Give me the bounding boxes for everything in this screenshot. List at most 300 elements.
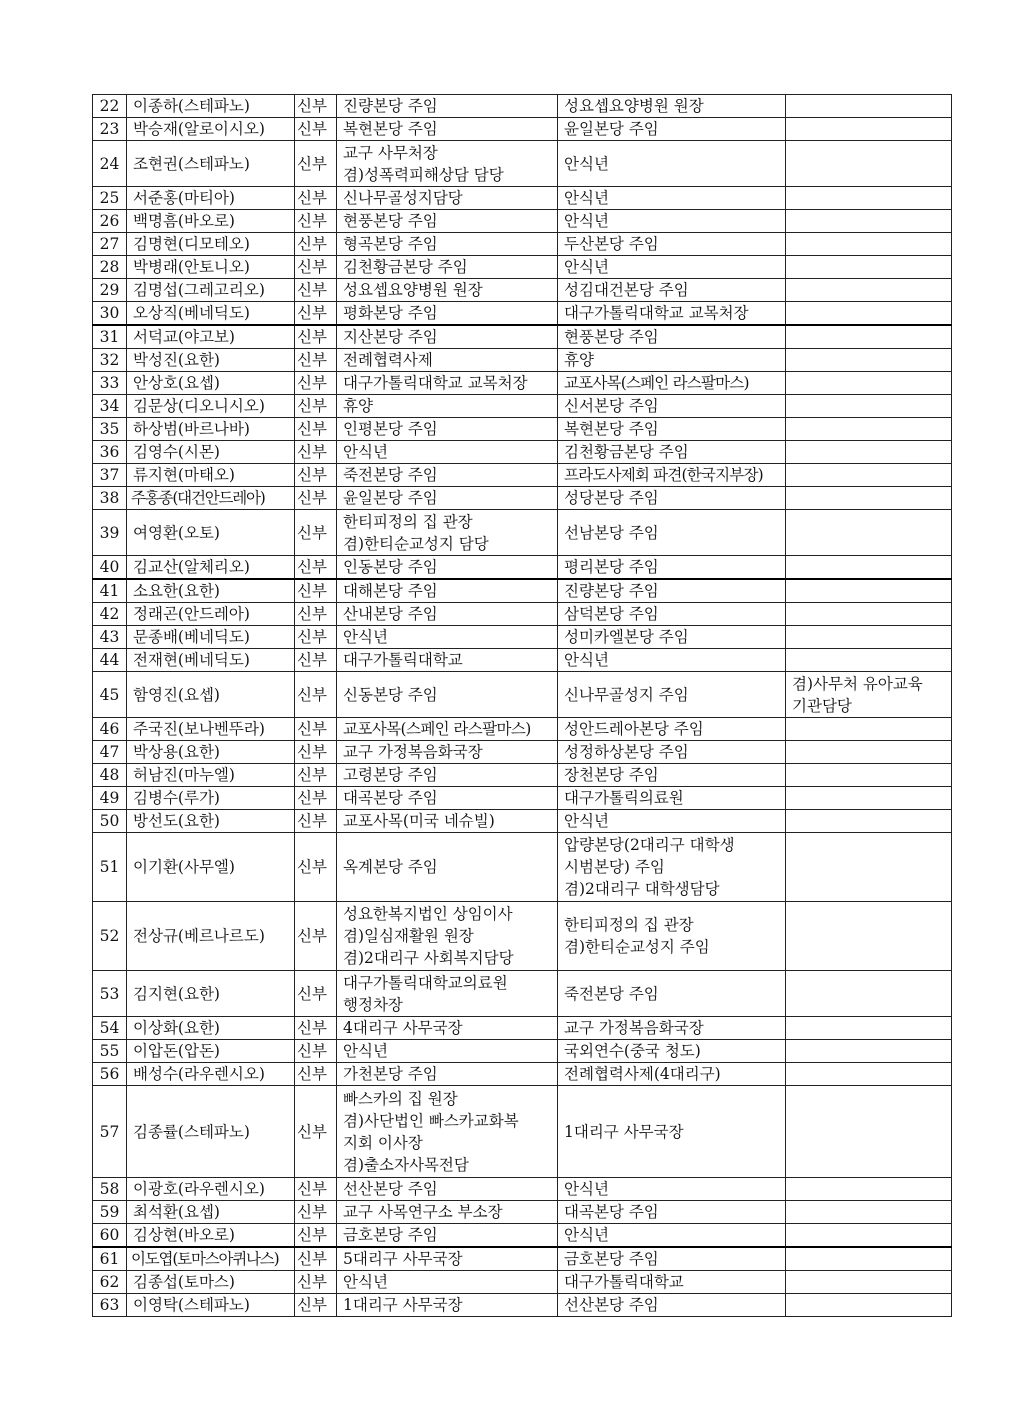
previous-post: [337, 764, 558, 787]
clergy-title: 신부: [295, 464, 337, 487]
new-post-line: 복현본당 주임: [564, 420, 659, 438]
remarks: [786, 556, 952, 580]
previous-post: [337, 718, 558, 741]
table-row: [93, 187, 952, 210]
new-post: [558, 441, 786, 464]
remarks: [786, 764, 952, 787]
previous-post: [337, 510, 558, 556]
new-post-line: 성정하상본당 주임: [564, 743, 689, 761]
previous-post: [337, 741, 558, 764]
previous-post-line: 겸)2대리구 사회복지담당: [343, 949, 514, 967]
new-post-line: 김천황금본당 주임: [564, 443, 689, 461]
row-number: 30: [93, 302, 127, 326]
previous-post: [337, 118, 558, 141]
new-post: [558, 187, 786, 210]
previous-post-line: 대해본당 주임: [343, 582, 438, 600]
new-post-line: 1대리구 사무국장: [564, 1122, 684, 1141]
row-number: 48: [93, 764, 127, 787]
clergy-title: 신부: [295, 1224, 337, 1248]
previous-post-line: 안식년: [343, 443, 388, 461]
new-post-line: 윤일본당 주임: [564, 120, 659, 138]
row-number: 52: [93, 902, 127, 971]
priest-name: 소요한(요한): [127, 579, 295, 603]
new-post: [558, 395, 786, 418]
priest-name: 이광호(라우렌시오): [127, 1178, 295, 1201]
clergy-title: 신부: [295, 141, 337, 187]
new-post: [558, 118, 786, 141]
priest-name: 이기환(사무엘): [127, 833, 295, 902]
priest-name: 이도엽(토마스아퀴나스): [127, 1247, 295, 1271]
new-post-line: 대구가톨릭대학교 교목처장: [564, 304, 749, 322]
table-row: [93, 1086, 952, 1178]
remarks: [786, 95, 952, 118]
table-row: [93, 1017, 952, 1040]
previous-post: [337, 349, 558, 372]
previous-post-line: 복현본당 주임: [343, 120, 438, 138]
previous-post: [337, 1040, 558, 1063]
clergy-title: 신부: [295, 1017, 337, 1040]
clergy-title: 신부: [295, 556, 337, 580]
remarks-line: 기관담당: [792, 696, 852, 715]
priest-name: 김병수(루가): [127, 787, 295, 810]
priest-name: 이상화(요한): [127, 1017, 295, 1040]
priest-name: 안상호(요셉): [127, 372, 295, 395]
new-post: [558, 672, 786, 718]
new-post: [558, 1201, 786, 1224]
row-number: 62: [93, 1271, 127, 1294]
new-post-line: 한티피정의 집 관장: [564, 916, 694, 934]
previous-post: [337, 141, 558, 187]
priest-name: 김명현(디모테오): [127, 233, 295, 256]
new-post: [558, 579, 786, 603]
previous-post: [337, 1247, 558, 1271]
new-post: [558, 1247, 786, 1271]
new-post: [558, 1271, 786, 1294]
remarks: [786, 487, 952, 510]
previous-post-line: 인평본당 주임: [343, 420, 438, 438]
new-post: [558, 349, 786, 372]
row-number: 56: [93, 1063, 127, 1086]
previous-post-line: 대구가톨릭대학교 교목처장: [343, 374, 528, 392]
table-row: [93, 626, 952, 649]
table-row: [93, 579, 952, 603]
new-post: [558, 810, 786, 833]
row-number: 28: [93, 256, 127, 279]
row-number: 23: [93, 118, 127, 141]
new-post: [558, 302, 786, 326]
previous-post: [337, 1224, 558, 1248]
previous-post-line: 진량본당 주임: [343, 97, 438, 115]
previous-post-line: 전례협력사제: [343, 351, 433, 369]
new-post-line: 휴양: [564, 351, 594, 369]
clergy-title: 신부: [295, 418, 337, 441]
priest-name: 전상규(베르나르도): [127, 902, 295, 971]
new-post: [558, 1017, 786, 1040]
table-row: [93, 741, 952, 764]
previous-post: [337, 256, 558, 279]
row-number: 43: [93, 626, 127, 649]
new-post: [558, 487, 786, 510]
remarks: [786, 1271, 952, 1294]
row-number: 49: [93, 787, 127, 810]
new-post: [558, 210, 786, 233]
new-post: [558, 902, 786, 971]
new-post-line: 신서본당 주임: [564, 397, 659, 415]
row-number: 29: [93, 279, 127, 302]
table-row: [93, 1224, 952, 1248]
row-number: 61: [93, 1247, 127, 1271]
previous-post: [337, 395, 558, 418]
new-post: [558, 764, 786, 787]
table-row: [93, 233, 952, 256]
clergy-title: 신부: [295, 672, 337, 718]
priest-name: 함영진(요셉): [127, 672, 295, 718]
clergy-title: 신부: [295, 1271, 337, 1294]
remarks: [786, 579, 952, 603]
table-row: [93, 464, 952, 487]
row-number: 57: [93, 1086, 127, 1178]
remarks: [786, 141, 952, 187]
table-row: [93, 372, 952, 395]
new-post-line: 시범본당) 주임: [564, 858, 665, 876]
new-post-line: 성당본당 주임: [564, 489, 659, 507]
remarks: [786, 1294, 952, 1317]
row-number: 44: [93, 649, 127, 672]
previous-post-line: 안식년: [343, 628, 388, 646]
table-row: [93, 210, 952, 233]
remarks: [786, 1063, 952, 1086]
clergy-title: 신부: [295, 487, 337, 510]
previous-post: [337, 787, 558, 810]
previous-post: [337, 233, 558, 256]
clergy-title: 신부: [295, 626, 337, 649]
remarks: [786, 672, 952, 718]
previous-post-line: 안식년: [343, 1042, 388, 1060]
table-row: [93, 718, 952, 741]
new-post: [558, 971, 786, 1017]
clergy-title: 신부: [295, 1294, 337, 1317]
previous-post-line: 옥계본당 주임: [343, 858, 438, 876]
previous-post-line: 성요한복지법인 상임이사: [343, 905, 513, 923]
new-post-line: 교포사목(스페인 라스팔마스): [564, 374, 749, 392]
priest-name: 박승재(알로이시오): [127, 118, 295, 141]
remarks: [786, 395, 952, 418]
new-post-line: 성김대건본당 주임: [564, 281, 689, 299]
remarks: [786, 510, 952, 556]
previous-post-line: 죽전본당 주임: [343, 466, 438, 484]
row-number: 40: [93, 556, 127, 580]
clergy-title: 신부: [295, 256, 337, 279]
previous-post: [337, 556, 558, 580]
previous-post: [337, 187, 558, 210]
new-post: [558, 95, 786, 118]
new-post-line: 안식년: [564, 212, 609, 230]
new-post: [558, 741, 786, 764]
new-post-line: 안식년: [564, 651, 609, 669]
row-number: 24: [93, 141, 127, 187]
previous-post: [337, 1178, 558, 1201]
previous-post-line: 교구 사목연구소 부소장: [343, 1203, 503, 1221]
clergy-title: 신부: [295, 372, 337, 395]
row-number: 53: [93, 971, 127, 1017]
previous-post-line: 현풍본당 주임: [343, 212, 438, 230]
previous-post: [337, 279, 558, 302]
priest-name: 이영탁(스테파노): [127, 1294, 295, 1317]
table-row: [93, 95, 952, 118]
remarks: [786, 971, 952, 1017]
remarks: [786, 187, 952, 210]
new-post-line: 안식년: [564, 258, 609, 276]
new-post-line: 성안드레아본당 주임: [564, 720, 704, 738]
new-post: [558, 325, 786, 349]
priest-name: 김문상(디오니시오): [127, 395, 295, 418]
clergy-title: 신부: [295, 787, 337, 810]
new-post-line: 선산본당 주임: [564, 1296, 659, 1314]
previous-post: [337, 441, 558, 464]
table-row: [93, 256, 952, 279]
previous-post: [337, 971, 558, 1017]
new-post: [558, 464, 786, 487]
table-row: [93, 118, 952, 141]
remarks: [786, 256, 952, 279]
priest-name: 서준홍(마티아): [127, 187, 295, 210]
priest-name: 문종배(베네딕도): [127, 626, 295, 649]
new-post-line: 신나무골성지 주임: [564, 685, 689, 704]
new-post-line: 국외연수(중국 청도): [564, 1042, 701, 1060]
clergy-title: 신부: [295, 833, 337, 902]
priest-name: 이압돈(압돈): [127, 1040, 295, 1063]
new-post: [558, 1294, 786, 1317]
new-post-line: 안식년: [564, 1180, 609, 1198]
previous-post-line: 성요셉요양병원 원장: [343, 281, 483, 299]
clergy-title: 신부: [295, 302, 337, 326]
previous-post-line: 빠스카의 집 원장: [343, 1089, 458, 1108]
table-row: [93, 279, 952, 302]
previous-post-line: 한티피정의 집 관장: [343, 512, 473, 531]
table-row: [93, 1040, 952, 1063]
remarks: [786, 1040, 952, 1063]
remarks: [786, 787, 952, 810]
remarks: [786, 833, 952, 902]
remarks: [786, 441, 952, 464]
previous-post: [337, 418, 558, 441]
clergy-title: 신부: [295, 279, 337, 302]
new-post-line: 겸)2대리구 대학생담당: [564, 880, 720, 898]
clergy-title: 신부: [295, 579, 337, 603]
previous-post: [337, 649, 558, 672]
row-number: 27: [93, 233, 127, 256]
new-post: [558, 372, 786, 395]
remarks: [786, 118, 952, 141]
clergy-title: 신부: [295, 1178, 337, 1201]
remarks: [786, 741, 952, 764]
row-number: 60: [93, 1224, 127, 1248]
new-post: [558, 256, 786, 279]
priest-name: 김종섭(토마스): [127, 1271, 295, 1294]
new-post: [558, 1224, 786, 1248]
previous-post-line: 겸)사단법인 빠스카교화복: [343, 1111, 519, 1130]
priest-name: 김종률(스테파노): [127, 1086, 295, 1178]
priest-name: 백명흠(바오로): [127, 210, 295, 233]
previous-post-line: 선산본당 주임: [343, 1180, 438, 1198]
personnel-table-body: [93, 95, 952, 1317]
clergy-title: 신부: [295, 718, 337, 741]
previous-post: [337, 210, 558, 233]
table-row: [93, 1294, 952, 1317]
new-post-line: 대곡본당 주임: [564, 1203, 659, 1221]
previous-post: [337, 372, 558, 395]
clergy-title: 신부: [295, 210, 337, 233]
previous-post: [337, 603, 558, 626]
previous-post: [337, 1086, 558, 1178]
remarks: [786, 302, 952, 326]
table-row: [93, 395, 952, 418]
previous-post: [337, 464, 558, 487]
previous-post-line: 금호본당 주임: [343, 1226, 438, 1244]
table-row: [93, 1178, 952, 1201]
previous-post-line: 교포사목(스페인 라스팔마스): [343, 720, 531, 738]
remarks: [786, 464, 952, 487]
priest-name: 주국진(보나벤뚜라): [127, 718, 295, 741]
clergy-title: 신부: [295, 741, 337, 764]
clergy-title: 신부: [295, 649, 337, 672]
remarks-line: 겸)사무처 유아교육: [792, 674, 923, 693]
table-row: [93, 764, 952, 787]
priest-name: 여영환(오토): [127, 510, 295, 556]
previous-post-line: 교구 가정복음화국장: [343, 743, 483, 761]
row-number: 46: [93, 718, 127, 741]
new-post-line: 금호본당 주임: [564, 1250, 659, 1268]
priest-name: 김지현(요한): [127, 971, 295, 1017]
row-number: 26: [93, 210, 127, 233]
previous-post: [337, 1063, 558, 1086]
new-post: [558, 233, 786, 256]
new-post-line: 평리본당 주임: [564, 558, 659, 576]
new-post-line: 진량본당 주임: [564, 582, 659, 600]
priest-name: 류지현(마태오): [127, 464, 295, 487]
clergy-title: 신부: [295, 95, 337, 118]
previous-post: [337, 1201, 558, 1224]
remarks: [786, 1224, 952, 1248]
previous-post: [337, 1271, 558, 1294]
remarks: [786, 603, 952, 626]
new-post: [558, 1040, 786, 1063]
table-row: [93, 325, 952, 349]
new-post-line: 안식년: [564, 189, 609, 207]
table-row: [93, 902, 952, 971]
table-row: [93, 510, 952, 556]
previous-post-line: 겸)한티순교성지 담당: [343, 534, 489, 553]
remarks: [786, 1017, 952, 1040]
new-post: [558, 626, 786, 649]
clergy-title: 신부: [295, 395, 337, 418]
priest-name: 서덕교(야고보): [127, 325, 295, 349]
clergy-title: 신부: [295, 764, 337, 787]
table-row: [93, 649, 952, 672]
priest-name: 전재현(베네딕도): [127, 649, 295, 672]
priest-name: 오상직(베네딕도): [127, 302, 295, 326]
table-row: [93, 556, 952, 580]
clergy-title: 신부: [295, 510, 337, 556]
table-row: [93, 1063, 952, 1086]
new-post: [558, 787, 786, 810]
clergy-title: 신부: [295, 603, 337, 626]
clergy-title: 신부: [295, 1063, 337, 1086]
new-post-line: 성미카엘본당 주임: [564, 628, 689, 646]
previous-post-line: 형곡본당 주임: [343, 235, 438, 253]
personnel-table: [92, 94, 952, 1317]
remarks: [786, 902, 952, 971]
remarks: [786, 810, 952, 833]
priest-name: 허남진(마누엘): [127, 764, 295, 787]
remarks: [786, 233, 952, 256]
previous-post: [337, 95, 558, 118]
new-post-line: 안식년: [564, 1226, 609, 1244]
new-post: [558, 510, 786, 556]
row-number: 63: [93, 1294, 127, 1317]
previous-post-line: 교포사목(미국 네슈빌): [343, 812, 495, 830]
new-post-line: 죽전본당 주임: [564, 984, 659, 1003]
table-row: [93, 971, 952, 1017]
clergy-title: 신부: [295, 118, 337, 141]
table-row: [93, 833, 952, 902]
row-number: 34: [93, 395, 127, 418]
table-row: [93, 603, 952, 626]
row-number: 51: [93, 833, 127, 902]
priest-name: 박성진(요한): [127, 349, 295, 372]
new-post-line: 압량본당(2대리구 대학생: [564, 836, 735, 854]
previous-post-line: 겸)출소자사목전담: [343, 1155, 469, 1174]
priest-name: 주홍종(대건안드레아): [127, 487, 295, 510]
previous-post-line: 산내본당 주임: [343, 605, 438, 623]
row-number: 35: [93, 418, 127, 441]
previous-post: [337, 579, 558, 603]
row-number: 33: [93, 372, 127, 395]
clergy-title: 신부: [295, 902, 337, 971]
new-post-line: 안식년: [564, 812, 609, 830]
new-post-line: 교구 가정복음화국장: [564, 1019, 704, 1037]
new-post-line: 삼덕본당 주임: [564, 605, 659, 623]
table-row: [93, 349, 952, 372]
table-row: [93, 672, 952, 718]
previous-post: [337, 626, 558, 649]
table-row: [93, 1271, 952, 1294]
remarks: [786, 626, 952, 649]
row-number: 54: [93, 1017, 127, 1040]
previous-post-line: 지회 이사장: [343, 1133, 423, 1152]
remarks: [786, 279, 952, 302]
clergy-title: 신부: [295, 325, 337, 349]
previous-post-line: 인동본당 주임: [343, 558, 438, 576]
row-number: 45: [93, 672, 127, 718]
previous-post: [337, 1294, 558, 1317]
remarks: [786, 718, 952, 741]
new-post-line: 전례협력사제(4대리구): [564, 1065, 721, 1083]
previous-post-line: 겸)성폭력피해상담 담당: [343, 165, 504, 184]
remarks: [786, 418, 952, 441]
priest-name: 하상범(바르나바): [127, 418, 295, 441]
priest-name: 김상현(바오로): [127, 1224, 295, 1248]
priest-name: 김교산(알체리오): [127, 556, 295, 580]
previous-post-line: 1대리구 사무국장: [343, 1296, 463, 1314]
row-number: 55: [93, 1040, 127, 1063]
previous-post: [337, 325, 558, 349]
new-post-line: 대구가톨릭대학교: [564, 1273, 684, 1291]
clergy-title: 신부: [295, 1247, 337, 1271]
priest-name: 최석환(요셉): [127, 1201, 295, 1224]
row-number: 36: [93, 441, 127, 464]
previous-post-line: 겸)일심재활원 원장: [343, 927, 474, 945]
